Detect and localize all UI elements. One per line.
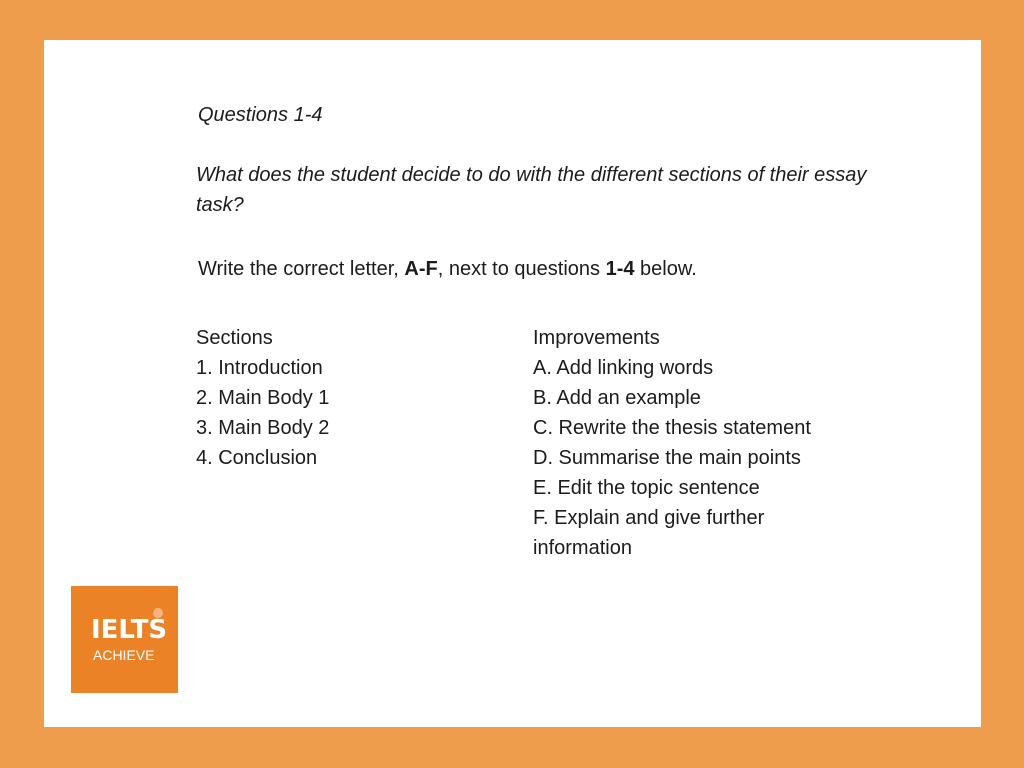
improvement-item: C. Rewrite the thesis statement (533, 417, 811, 439)
instruction-letters: A-F (404, 258, 438, 280)
question-card (44, 40, 981, 727)
question-prompt: What does the student decide to do with the different sections of their essay task? (196, 164, 867, 216)
improvements-header: Improvements (533, 327, 660, 349)
improvements-column (533, 323, 813, 563)
section-item: 4. Conclusion (196, 447, 318, 469)
instruction-text (198, 254, 697, 284)
improvement-item: B. Add an example (533, 387, 701, 409)
section-item: 2. Main Body 1 (196, 387, 330, 409)
instruction-numbers: 1-4 (605, 258, 635, 280)
instruction-after: below. (634, 258, 697, 280)
improvement-item: F. Explain and give further information (533, 507, 765, 559)
sections-column (196, 323, 329, 473)
improvement-item: E. Edit the topic sentence (533, 477, 760, 499)
section-item: 1. Introduction (196, 357, 323, 379)
instruction-middle: , next to questions (437, 258, 606, 280)
logo-sub-text: ACHIEVE (93, 647, 155, 663)
ielts-achieve-logo (71, 586, 178, 693)
section-item: 3. Main Body 2 (196, 417, 330, 439)
sections-header: Sections (196, 327, 273, 349)
improvement-item: A. Add linking words (533, 357, 714, 379)
improvement-item: D. Summarise the main points (533, 447, 801, 469)
questions-heading: Questions 1-4 (198, 104, 323, 126)
instruction-before: Write the correct letter, (198, 258, 405, 280)
logo-main-text: IELTS (91, 615, 168, 645)
